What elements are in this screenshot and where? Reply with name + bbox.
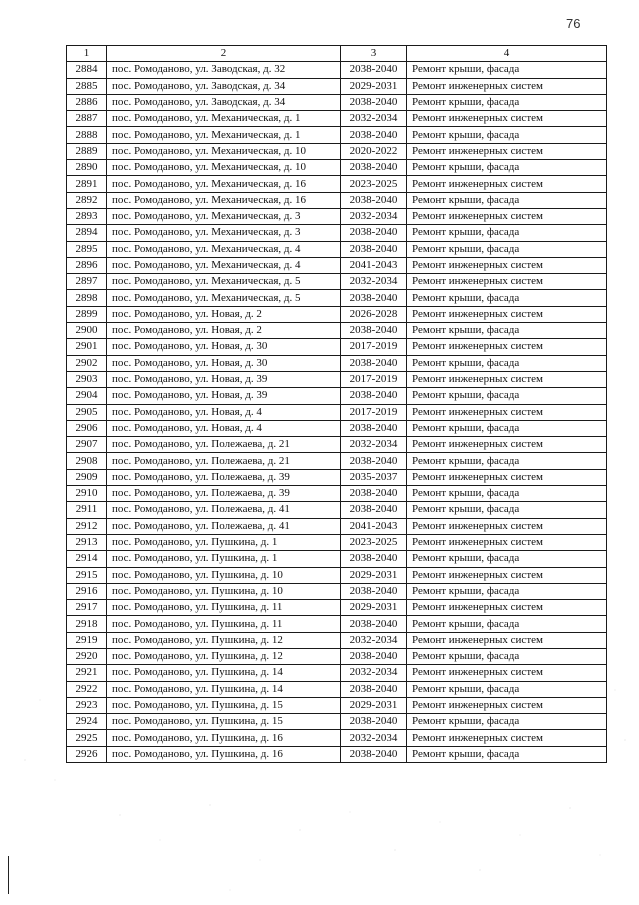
table-row xyxy=(67,339,607,355)
row-number-cell: 2893 xyxy=(67,208,107,224)
address-cell: пос. Ромоданово, ул. Пушкина, д. 14 xyxy=(107,665,341,681)
address-cell: пос. Ромоданово, ул. Пушкина, д. 16 xyxy=(107,746,341,762)
work-type-cell: Ремонт крыши, фасада xyxy=(407,616,607,632)
address-cell: пос. Ромоданово, ул. Новая, д. 39 xyxy=(107,388,341,404)
work-type-cell: Ремонт крыши, фасада xyxy=(407,62,607,78)
row-number-cell: 2895 xyxy=(67,241,107,257)
column-header-period: 3 xyxy=(341,46,407,62)
address-cell: пос. Ромоданово, ул. Механическая, д. 5 xyxy=(107,290,341,306)
period-cell: 2038-2040 xyxy=(341,681,407,697)
address-cell: пос. Ромоданово, ул. Пушкина, д. 10 xyxy=(107,567,341,583)
row-number-cell: 2901 xyxy=(67,339,107,355)
period-cell: 2023-2025 xyxy=(341,176,407,192)
work-type-cell: Ремонт крыши, фасада xyxy=(407,225,607,241)
period-cell: 2017-2019 xyxy=(341,339,407,355)
row-number-cell: 2889 xyxy=(67,143,107,159)
table-row xyxy=(67,94,607,110)
work-type-cell: Ремонт инженерных систем xyxy=(407,306,607,322)
period-cell: 2041-2043 xyxy=(341,518,407,534)
work-type-cell: Ремонт крыши, фасада xyxy=(407,388,607,404)
period-cell: 2038-2040 xyxy=(341,323,407,339)
period-cell: 2038-2040 xyxy=(341,388,407,404)
table-row xyxy=(67,111,607,127)
work-type-cell: Ремонт крыши, фасада xyxy=(407,583,607,599)
address-cell: пос. Ромоданово, ул. Новая, д. 30 xyxy=(107,339,341,355)
address-cell: пос. Ромоданово, ул. Заводская, д. 34 xyxy=(107,94,341,110)
row-number-cell: 2913 xyxy=(67,534,107,550)
table-row xyxy=(67,78,607,94)
table-row xyxy=(67,323,607,339)
table-body xyxy=(67,46,607,763)
table-row xyxy=(67,583,607,599)
address-cell: пос. Ромоданово, ул. Новая, д. 4 xyxy=(107,404,341,420)
work-type-cell: Ремонт крыши, фасада xyxy=(407,486,607,502)
address-cell: пос. Ромоданово, ул. Новая, д. 4 xyxy=(107,420,341,436)
work-type-cell: Ремонт крыши, фасада xyxy=(407,241,607,257)
work-type-cell: Ремонт крыши, фасада xyxy=(407,453,607,469)
work-type-cell: Ремонт инженерных систем xyxy=(407,567,607,583)
column-header-work-type: 4 xyxy=(407,46,607,62)
period-cell: 2038-2040 xyxy=(341,160,407,176)
address-cell: пос. Ромоданово, ул. Новая, д. 2 xyxy=(107,306,341,322)
table-row xyxy=(67,681,607,697)
row-number-cell: 2886 xyxy=(67,94,107,110)
table-row xyxy=(67,274,607,290)
period-cell: 2038-2040 xyxy=(341,616,407,632)
row-number-cell: 2896 xyxy=(67,257,107,273)
period-cell: 2038-2040 xyxy=(341,192,407,208)
period-cell: 2017-2019 xyxy=(341,371,407,387)
table-row xyxy=(67,257,607,273)
work-type-cell: Ремонт инженерных систем xyxy=(407,404,607,420)
table-row xyxy=(67,534,607,550)
work-type-cell: Ремонт крыши, фасада xyxy=(407,192,607,208)
work-type-cell: Ремонт инженерных систем xyxy=(407,697,607,713)
address-cell: пос. Ромоданово, ул. Пушкина, д. 12 xyxy=(107,632,341,648)
address-cell: пос. Ромоданово, ул. Полежаева, д. 41 xyxy=(107,518,341,534)
row-number-cell: 2907 xyxy=(67,437,107,453)
row-number-cell: 2898 xyxy=(67,290,107,306)
period-cell: 2038-2040 xyxy=(341,62,407,78)
table-row xyxy=(67,502,607,518)
work-type-cell: Ремонт крыши, фасада xyxy=(407,681,607,697)
work-type-cell: Ремонт инженерных систем xyxy=(407,730,607,746)
row-number-cell: 2888 xyxy=(67,127,107,143)
table-row xyxy=(67,730,607,746)
address-cell: пос. Ромоданово, ул. Заводская, д. 32 xyxy=(107,62,341,78)
address-cell: пос. Ромоданово, ул. Пушкина, д. 15 xyxy=(107,714,341,730)
address-cell: пос. Ромоданово, ул. Механическая, д. 4 xyxy=(107,241,341,257)
work-type-cell: Ремонт инженерных систем xyxy=(407,143,607,159)
address-cell: пос. Ромоданово, ул. Пушкина, д. 16 xyxy=(107,730,341,746)
row-number-cell: 2900 xyxy=(67,323,107,339)
row-number-cell: 2912 xyxy=(67,518,107,534)
table-row xyxy=(67,404,607,420)
work-type-cell: Ремонт крыши, фасада xyxy=(407,323,607,339)
row-number-cell: 2897 xyxy=(67,274,107,290)
row-number-cell: 2890 xyxy=(67,160,107,176)
period-cell: 2038-2040 xyxy=(341,420,407,436)
works-table xyxy=(66,45,607,763)
period-cell: 2038-2040 xyxy=(341,225,407,241)
period-cell: 2038-2040 xyxy=(341,746,407,762)
work-type-cell: Ремонт инженерных систем xyxy=(407,208,607,224)
address-cell: пос. Ромоданово, ул. Механическая, д. 16 xyxy=(107,176,341,192)
row-number-cell: 2908 xyxy=(67,453,107,469)
row-number-cell: 2922 xyxy=(67,681,107,697)
row-number-cell: 2917 xyxy=(67,600,107,616)
table-row xyxy=(67,62,607,78)
period-cell: 2029-2031 xyxy=(341,567,407,583)
address-cell: пос. Ромоданово, ул. Пушкина, д. 1 xyxy=(107,534,341,550)
period-cell: 2032-2034 xyxy=(341,274,407,290)
margin-mark xyxy=(8,856,9,894)
address-cell: пос. Ромоданово, ул. Заводская, д. 34 xyxy=(107,78,341,94)
work-type-cell: Ремонт инженерных систем xyxy=(407,632,607,648)
work-type-cell: Ремонт крыши, фасада xyxy=(407,355,607,371)
table-row xyxy=(67,160,607,176)
table-row xyxy=(67,241,607,257)
table-row xyxy=(67,616,607,632)
column-header-number: 1 xyxy=(67,46,107,62)
row-number-cell: 2892 xyxy=(67,192,107,208)
work-type-cell: Ремонт инженерных систем xyxy=(407,339,607,355)
table-row xyxy=(67,697,607,713)
column-header-address: 2 xyxy=(107,46,341,62)
address-cell: пос. Ромоданово, ул. Механическая, д. 10 xyxy=(107,160,341,176)
work-type-cell: Ремонт инженерных систем xyxy=(407,665,607,681)
address-cell: пос. Ромоданово, ул. Новая, д. 2 xyxy=(107,323,341,339)
row-number-cell: 2905 xyxy=(67,404,107,420)
address-cell: пос. Ромоданово, ул. Механическая, д. 16 xyxy=(107,192,341,208)
address-cell: пос. Ромоданово, ул. Механическая, д. 1 xyxy=(107,111,341,127)
address-cell: пос. Ромоданово, ул. Полежаева, д. 41 xyxy=(107,502,341,518)
period-cell: 2017-2019 xyxy=(341,404,407,420)
address-cell: пос. Ромоданово, ул. Новая, д. 39 xyxy=(107,371,341,387)
row-number-cell: 2925 xyxy=(67,730,107,746)
row-number-cell: 2899 xyxy=(67,306,107,322)
table-row xyxy=(67,632,607,648)
period-cell: 2038-2040 xyxy=(341,583,407,599)
period-cell: 2032-2034 xyxy=(341,632,407,648)
row-number-cell: 2891 xyxy=(67,176,107,192)
period-cell: 2029-2031 xyxy=(341,78,407,94)
period-cell: 2029-2031 xyxy=(341,697,407,713)
period-cell: 2029-2031 xyxy=(341,600,407,616)
work-type-cell: Ремонт крыши, фасада xyxy=(407,94,607,110)
address-cell: пос. Ромоданово, ул. Механическая, д. 4 xyxy=(107,257,341,273)
work-type-cell: Ремонт инженерных систем xyxy=(407,469,607,485)
period-cell: 2032-2034 xyxy=(341,111,407,127)
row-number-cell: 2924 xyxy=(67,714,107,730)
work-type-cell: Ремонт крыши, фасада xyxy=(407,420,607,436)
row-number-cell: 2885 xyxy=(67,78,107,94)
address-cell: пос. Ромоданово, ул. Полежаева, д. 21 xyxy=(107,437,341,453)
row-number-cell: 2911 xyxy=(67,502,107,518)
table-row xyxy=(67,192,607,208)
row-number-cell: 2909 xyxy=(67,469,107,485)
period-cell: 2038-2040 xyxy=(341,714,407,730)
work-type-cell: Ремонт инженерных систем xyxy=(407,176,607,192)
table-row xyxy=(67,208,607,224)
period-cell: 2041-2043 xyxy=(341,257,407,273)
address-cell: пос. Ромоданово, ул. Пушкина, д. 10 xyxy=(107,583,341,599)
period-cell: 2023-2025 xyxy=(341,534,407,550)
table-row xyxy=(67,176,607,192)
work-type-cell: Ремонт крыши, фасада xyxy=(407,160,607,176)
table-header-row xyxy=(67,46,607,62)
period-cell: 2032-2034 xyxy=(341,437,407,453)
row-number-cell: 2919 xyxy=(67,632,107,648)
row-number-cell: 2921 xyxy=(67,665,107,681)
row-number-cell: 2902 xyxy=(67,355,107,371)
period-cell: 2038-2040 xyxy=(341,551,407,567)
work-type-cell: Ремонт инженерных систем xyxy=(407,78,607,94)
row-number-cell: 2918 xyxy=(67,616,107,632)
table-row xyxy=(67,290,607,306)
row-number-cell: 2920 xyxy=(67,648,107,664)
work-type-cell: Ремонт крыши, фасада xyxy=(407,502,607,518)
period-cell: 2026-2028 xyxy=(341,306,407,322)
table-row xyxy=(67,388,607,404)
table-row xyxy=(67,371,607,387)
period-cell: 2038-2040 xyxy=(341,241,407,257)
table-row xyxy=(67,453,607,469)
row-number-cell: 2884 xyxy=(67,62,107,78)
table-row xyxy=(67,437,607,453)
row-number-cell: 2915 xyxy=(67,567,107,583)
address-cell: пос. Ромоданово, ул. Механическая, д. 5 xyxy=(107,274,341,290)
address-cell: пос. Ромоданово, ул. Механическая, д. 3 xyxy=(107,225,341,241)
period-cell: 2032-2034 xyxy=(341,665,407,681)
period-cell: 2032-2034 xyxy=(341,208,407,224)
row-number-cell: 2887 xyxy=(67,111,107,127)
table-row xyxy=(67,355,607,371)
address-cell: пос. Ромоданово, ул. Пушкина, д. 15 xyxy=(107,697,341,713)
table-row xyxy=(67,551,607,567)
table-row xyxy=(67,665,607,681)
table-row xyxy=(67,714,607,730)
table-row xyxy=(67,648,607,664)
period-cell: 2038-2040 xyxy=(341,290,407,306)
period-cell: 2020-2022 xyxy=(341,143,407,159)
work-type-cell: Ремонт крыши, фасада xyxy=(407,127,607,143)
address-cell: пос. Ромоданово, ул. Механическая, д. 3 xyxy=(107,208,341,224)
table-row xyxy=(67,518,607,534)
work-type-cell: Ремонт инженерных систем xyxy=(407,534,607,550)
address-cell: пос. Ромоданово, ул. Механическая, д. 1 xyxy=(107,127,341,143)
row-number-cell: 2894 xyxy=(67,225,107,241)
table-row xyxy=(67,567,607,583)
work-type-cell: Ремонт инженерных систем xyxy=(407,274,607,290)
period-cell: 2038-2040 xyxy=(341,453,407,469)
table-row xyxy=(67,486,607,502)
work-type-cell: Ремонт инженерных систем xyxy=(407,371,607,387)
work-type-cell: Ремонт инженерных систем xyxy=(407,518,607,534)
period-cell: 2038-2040 xyxy=(341,648,407,664)
period-cell: 2035-2037 xyxy=(341,469,407,485)
row-number-cell: 2914 xyxy=(67,551,107,567)
work-type-cell: Ремонт инженерных систем xyxy=(407,437,607,453)
address-cell: пос. Ромоданово, ул. Полежаева, д. 39 xyxy=(107,486,341,502)
work-type-cell: Ремонт крыши, фасада xyxy=(407,746,607,762)
table-row xyxy=(67,225,607,241)
table-row xyxy=(67,746,607,762)
work-type-cell: Ремонт крыши, фасада xyxy=(407,648,607,664)
period-cell: 2038-2040 xyxy=(341,127,407,143)
address-cell: пос. Ромоданово, ул. Полежаева, д. 21 xyxy=(107,453,341,469)
address-cell: пос. Ромоданово, ул. Пушкина, д. 11 xyxy=(107,616,341,632)
row-number-cell: 2926 xyxy=(67,746,107,762)
table-row xyxy=(67,306,607,322)
address-cell: пос. Ромоданово, ул. Новая, д. 30 xyxy=(107,355,341,371)
address-cell: пос. Ромоданово, ул. Пушкина, д. 11 xyxy=(107,600,341,616)
work-type-cell: Ремонт крыши, фасада xyxy=(407,551,607,567)
row-number-cell: 2906 xyxy=(67,420,107,436)
address-cell: пос. Ромоданово, ул. Механическая, д. 10 xyxy=(107,143,341,159)
table-row xyxy=(67,420,607,436)
row-number-cell: 2923 xyxy=(67,697,107,713)
row-number-cell: 2916 xyxy=(67,583,107,599)
address-cell: пос. Ромоданово, ул. Полежаева, д. 39 xyxy=(107,469,341,485)
table-row xyxy=(67,143,607,159)
work-type-cell: Ремонт инженерных систем xyxy=(407,600,607,616)
row-number-cell: 2904 xyxy=(67,388,107,404)
row-number-cell: 2910 xyxy=(67,486,107,502)
period-cell: 2032-2034 xyxy=(341,730,407,746)
period-cell: 2038-2040 xyxy=(341,502,407,518)
address-cell: пос. Ромоданово, ул. Пушкина, д. 1 xyxy=(107,551,341,567)
page-number: 76 xyxy=(566,16,581,31)
row-number-cell: 2903 xyxy=(67,371,107,387)
period-cell: 2038-2040 xyxy=(341,94,407,110)
table-row xyxy=(67,600,607,616)
address-cell: пос. Ромоданово, ул. Пушкина, д. 14 xyxy=(107,681,341,697)
address-cell: пос. Ромоданово, ул. Пушкина, д. 12 xyxy=(107,648,341,664)
table-row xyxy=(67,469,607,485)
work-type-cell: Ремонт инженерных систем xyxy=(407,111,607,127)
work-type-cell: Ремонт крыши, фасада xyxy=(407,714,607,730)
work-type-cell: Ремонт крыши, фасада xyxy=(407,290,607,306)
table-row xyxy=(67,127,607,143)
period-cell: 2038-2040 xyxy=(341,355,407,371)
period-cell: 2038-2040 xyxy=(341,486,407,502)
work-type-cell: Ремонт инженерных систем xyxy=(407,257,607,273)
